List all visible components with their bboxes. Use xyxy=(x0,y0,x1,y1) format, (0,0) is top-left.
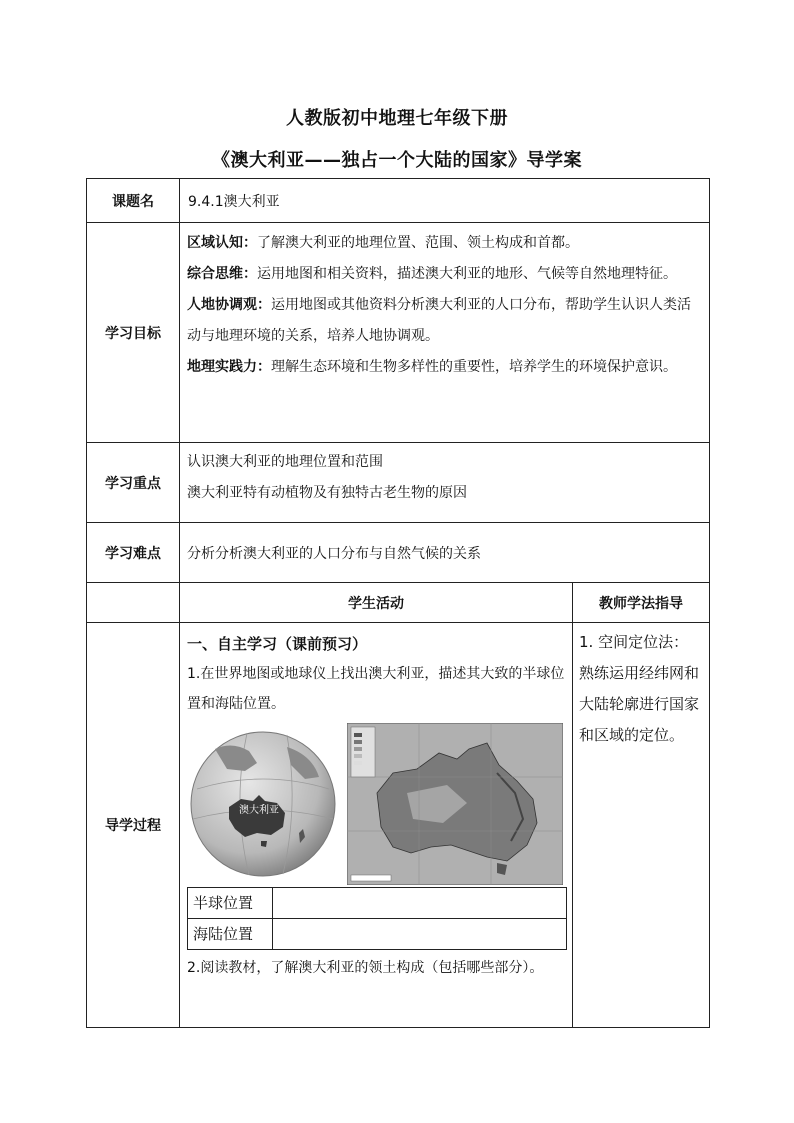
question-2: 2.阅读教材，了解澳大利亚的领土构成（包括哪些部分）。 xyxy=(187,960,544,976)
difficulties-label: 学习难点 xyxy=(87,523,180,583)
key-point-item: 澳大利亚特有动植物及有独特古老生物的原因 xyxy=(187,485,467,501)
lesson-plan-table xyxy=(86,178,710,1028)
objectives-row xyxy=(87,223,710,443)
key-points-label: 学习重点 xyxy=(87,443,180,523)
fill-answer-land-sea[interactable] xyxy=(273,919,567,950)
difficulties-value: 分析分析澳大利亚的人口分布与自然气候的关系 xyxy=(180,523,710,583)
objective-item: 地理实践力：理解生态环境和生物多样性的重要性，培养学生的环境保护意识。 xyxy=(187,359,677,375)
key-points-row xyxy=(87,443,710,523)
globe-australia-label: 澳大利亚 xyxy=(239,805,279,816)
key-point-item: 认识澳大利亚的地理位置和范围 xyxy=(187,454,383,470)
fill-label-hemisphere: 半球位置 xyxy=(188,888,273,919)
section-title: 一、自主学习（课前预习） xyxy=(187,635,368,653)
process-label: 导学过程 xyxy=(87,623,180,1028)
activity-header-row xyxy=(87,583,710,623)
topic-row xyxy=(87,179,710,223)
fill-row-land-sea xyxy=(188,919,567,950)
topic-value: 9.4.1澳大利亚 xyxy=(180,179,710,223)
doc-title: 人教版初中地理七年级下册 xyxy=(286,108,508,129)
teacher-guide-header: 教师学法指导 xyxy=(573,583,710,623)
topic-label: 课题名 xyxy=(87,179,180,223)
objective-item: 区域认知：了解澳大利亚的地理位置、范围、领土构成和首都。 xyxy=(187,235,579,251)
objective-item: 人地协调观：运用地图或其他资料分析澳大利亚的人口分布，帮助学生认识人类活动与地理环境的关系，培养人地协调观。 xyxy=(187,297,691,344)
figure-images xyxy=(187,723,566,883)
fill-row-hemisphere xyxy=(188,888,567,919)
fill-answer-hemisphere[interactable] xyxy=(273,888,567,919)
student-activity-header: 学生活动 xyxy=(180,583,573,623)
fill-label-land-sea: 海陆位置 xyxy=(188,919,273,950)
objective-item: 综合思维：运用地图和相关资料，描述澳大利亚的地形、气候等自然地理特征。 xyxy=(187,266,677,282)
teacher-guide-text: 1. 空间定位法：熟练运用经纬网和大陆轮廓进行国家和区域的定位。 xyxy=(579,633,700,744)
question-1: 1.在世界地图或地球仪上找出澳大利亚，描述其大致的半球位置和海陆位置。 xyxy=(187,666,565,712)
doc-subtitle: 《澳大利亚——独占一个大陆的国家》导学案 xyxy=(212,150,582,171)
difficulties-row xyxy=(87,523,710,583)
fill-in-table xyxy=(187,887,567,950)
australia-topographic-map xyxy=(347,723,563,885)
process-row xyxy=(87,623,710,1028)
objectives-list xyxy=(180,223,709,383)
globe-image xyxy=(187,729,339,879)
objectives-label: 学习目标 xyxy=(87,223,180,443)
